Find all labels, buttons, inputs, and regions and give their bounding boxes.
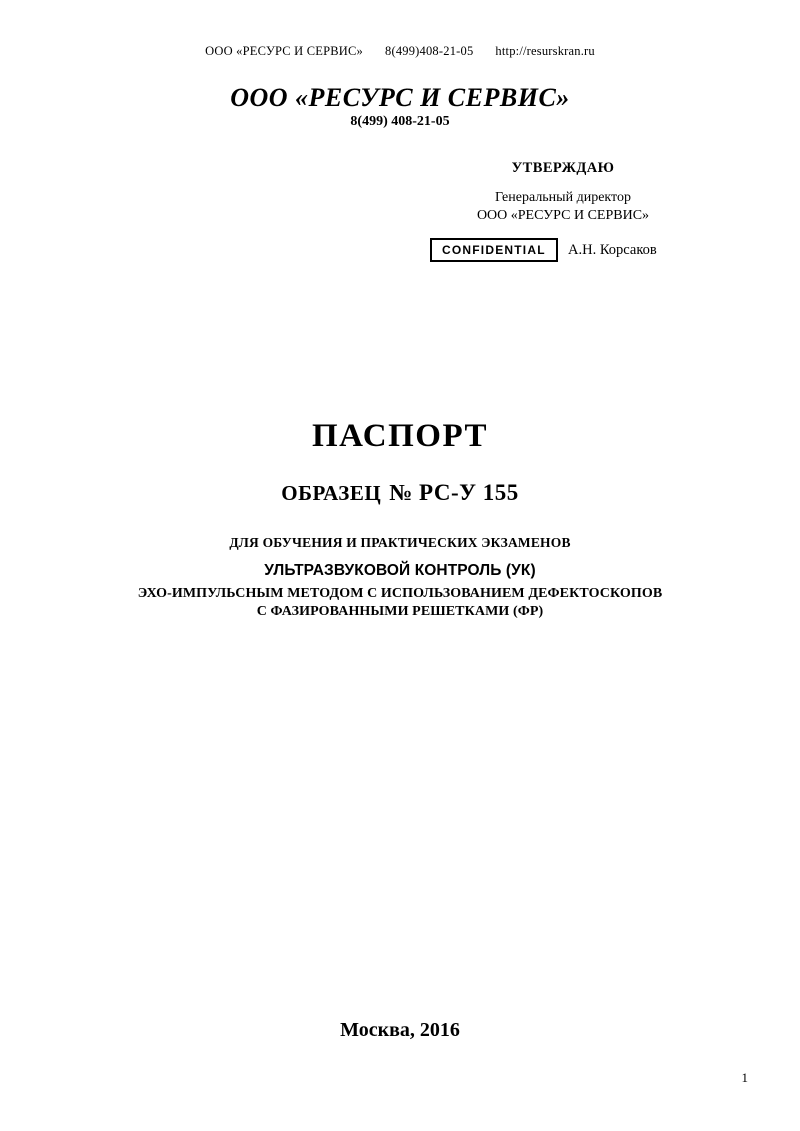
- document-method: УЛЬТРАЗВУКОВОЙ КОНТРОЛЬ (УК): [264, 562, 536, 579]
- company-name-heading: ООО «РЕСУРС И СЕРВИС»: [230, 83, 570, 112]
- approval-block: [430, 160, 760, 268]
- sample-number: № РС-У 155: [389, 480, 519, 505]
- header-phone: 8(499)408-21-05: [385, 44, 474, 58]
- page-header: [0, 44, 800, 59]
- document-title: ПАСПОРТ: [311, 418, 489, 454]
- sample-line: [0, 480, 800, 506]
- city-year: Москва, 2016: [340, 1019, 460, 1041]
- sample-label: ОБРАЗЕЦ: [281, 481, 382, 505]
- approval-organization: ООО «РЕСУРС И СЕРВИС»: [476, 208, 650, 223]
- header-website: http://resurskran.ru: [495, 44, 595, 58]
- document-purpose: ДЛЯ ОБУЧЕНИЯ И ПРАКТИЧЕСКИХ ЭКЗАМЕНОВ: [229, 535, 571, 550]
- approval-role: Генеральный директор: [495, 190, 631, 205]
- approval-title: УТВЕРЖДАЮ: [511, 160, 615, 176]
- header-company: ООО «РЕСУРС И СЕРВИС»: [205, 44, 363, 58]
- page-number: 1: [741, 1070, 748, 1085]
- approval-signature-row: [430, 238, 730, 268]
- document-method-detail-1: ЭХО-ИМПУЛЬСНЫМ МЕТОДОМ С ИСПОЛЬЗОВАНИЕМ ДЕФЕКТОСКОПОВ: [137, 586, 663, 601]
- company-phone: 8(499) 408-21-05: [350, 114, 450, 129]
- document-method-detail-2: С ФАЗИРОВАННЫМИ РЕШЕТКАМИ (ФР): [256, 604, 544, 619]
- approval-signer-name: А.Н. Корсаков: [568, 242, 657, 258]
- confidential-stamp: CONFIDENTIAL: [430, 238, 558, 262]
